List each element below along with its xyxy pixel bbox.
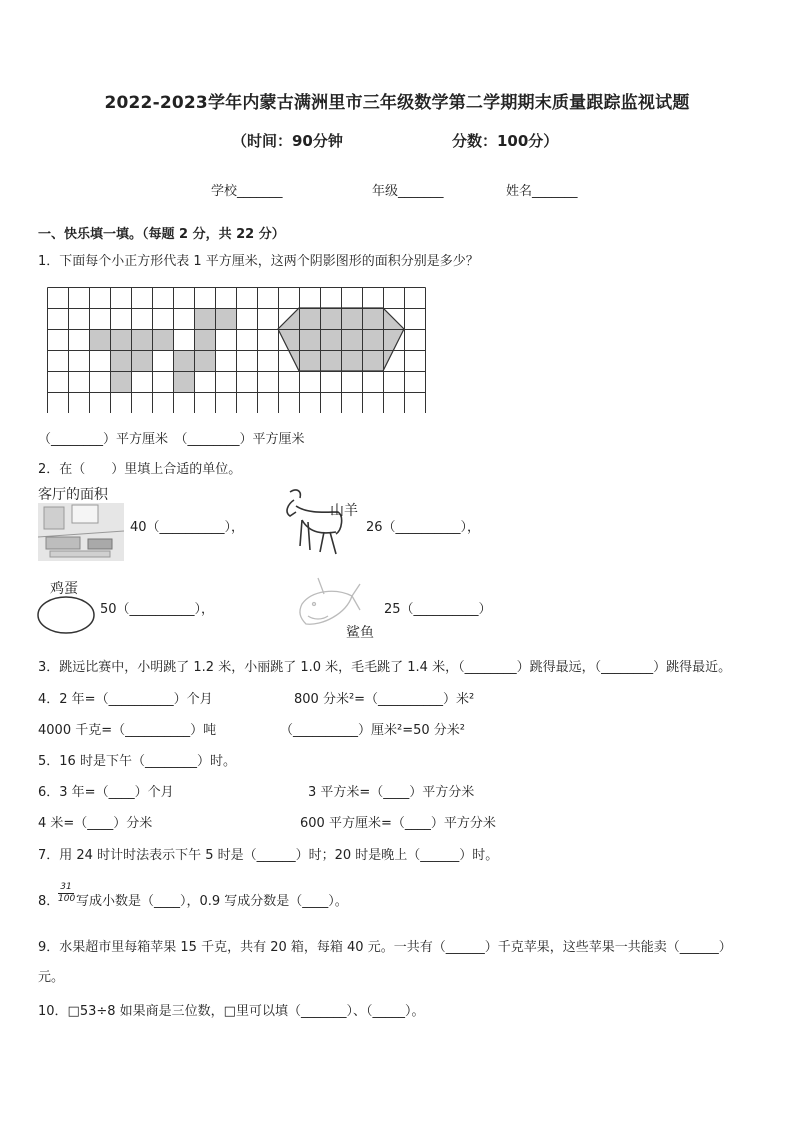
- exam-time: （时间：90分钟: [232, 132, 343, 150]
- goat-blank: 26（__________），: [366, 520, 481, 535]
- question-6c: 4 米=（____）分米: [38, 816, 153, 831]
- fraction-numerator: 31: [58, 882, 74, 894]
- area-grid: [47, 287, 429, 413]
- living-room-blank: 40（__________），: [130, 520, 245, 535]
- goat-label: 山羊: [330, 503, 358, 519]
- question-4b: 800 分米²=（__________）米²: [294, 692, 475, 707]
- question-1: 1．下面每个小正方形代表 1 平方厘米，这两个阴影图形的面积分别是多少？: [38, 254, 479, 269]
- section-heading: 一、快乐填一填。（每题 2 分，共 22 分）: [38, 227, 285, 242]
- question-8-prefix: 8．: [38, 894, 60, 909]
- question-1-answers: （________）平方厘米 （________）平方厘米: [38, 432, 305, 447]
- question-8-fraction: [58, 882, 74, 905]
- question-8: 写成小数是（____），0.9 写成分数是（____）。: [76, 894, 348, 909]
- question-2: 2．在（ ）里填上合适的单位。: [38, 462, 242, 477]
- question-6d: 600 平方厘米=（____）平方分米: [300, 816, 496, 831]
- question-4d: （__________）厘米²=50 分米²: [280, 723, 465, 738]
- question-4a: 4．2 年=（__________）个月: [38, 692, 213, 707]
- question-9-line2: 元。: [38, 970, 65, 985]
- question-3: 3．跳远比赛中，小明跳了 1.2 米，小丽跳了 1.0 米，毛毛跳了 1.4 米，（________）跳得最远，（________）跳得最近。: [38, 660, 732, 675]
- living-room-label: 客厅的面积: [38, 487, 108, 503]
- shark-label: 鲨鱼: [346, 625, 374, 641]
- shark-blank: 25（__________）: [384, 602, 492, 617]
- fraction-denominator: 100: [58, 894, 76, 904]
- question-6b: 3 平方米=（____）平方分米: [308, 785, 475, 800]
- school-field: 学校_______: [211, 184, 283, 199]
- question-4c: 4000 千克=（__________）吨: [38, 723, 217, 738]
- goat-image: [280, 486, 360, 560]
- question-6a: 6．3 年=（____）个月: [38, 785, 174, 800]
- egg-label: 鸡蛋: [50, 581, 78, 597]
- question-7: 7．用 24 时计时法表示下午 5 时是（______）时；20 时是晚上（______）时。: [38, 848, 499, 863]
- question-9-line1: 9．水果超市里每箱苹果 15 千克，共有 20 箱，每箱 40 元。一共有（______）千克苹果，这些苹果一共能卖（______）: [38, 940, 732, 955]
- name-field: 姓名_______: [506, 184, 578, 199]
- question-10: 10．□53÷8 如果商是三位数，□里可以填（_______）、（_____）。: [38, 1004, 425, 1019]
- grade-field: 年级_______: [372, 184, 444, 199]
- page-title: 2022-2023学年内蒙古满洲里市三年级数学第二学期期末质量跟踪监视试题: [104, 93, 690, 113]
- egg-image: [36, 594, 96, 636]
- question-5: 5．16 时是下午（________）时。: [38, 754, 236, 769]
- living-room-image: [38, 503, 124, 561]
- egg-blank: 50（__________），: [100, 602, 215, 617]
- exam-score: 分数：100分）: [452, 132, 559, 150]
